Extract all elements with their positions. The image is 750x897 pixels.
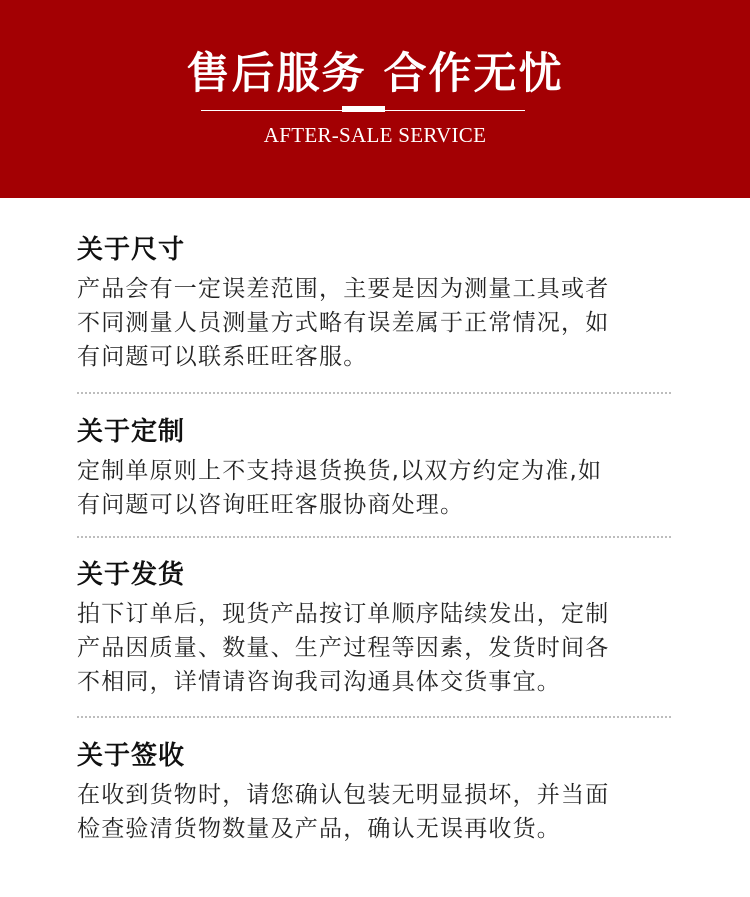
section-size [77,232,677,374]
section-receipt-title: 关于签收 [77,741,186,771]
section-custom-line: 定制单原则上不支持退货换货,以双方约定为准,如 [77,458,603,484]
section-receipt [77,738,677,846]
section-size-title: 关于尺寸 [77,235,186,265]
section-shipping-line: 产品因质量、数量、生产过程等因素，发货时间各 [77,635,610,661]
banner-title: 售后服务 合作无忧 [186,49,564,99]
section-divider [77,536,671,538]
banner-divider-accent [342,106,385,112]
section-size-line: 有问题可以联系旺旺客服。 [77,344,368,370]
section-size-body [77,272,677,374]
section-custom-body [77,454,677,522]
section-custom [77,414,677,522]
section-size-line: 不同测量人员测量方式略有误差属于正常情况，如 [77,310,610,336]
section-receipt-line: 在收到货物时，请您确认包装无明显损坏，并当面 [77,782,610,808]
section-shipping-title: 关于发货 [77,560,186,590]
section-divider [77,392,671,394]
header-banner [0,0,750,198]
section-receipt-line: 检查验清货物数量及产品，确认无误再收货。 [77,816,561,842]
section-divider [77,716,671,718]
banner-subtitle: AFTER-SALE SERVICE [263,123,487,147]
section-shipping [77,557,677,699]
section-custom-line: 有问题可以咨询旺旺客服协商处理。 [77,492,465,518]
section-shipping-line: 拍下订单后，现货产品按订单顺序陆续发出，定制 [77,601,610,627]
section-shipping-line: 不相同，详情请咨询我司沟通具体交货事宜。 [77,669,561,695]
section-custom-title: 关于定制 [77,417,186,447]
section-size-line: 产品会有一定误差范围，主要是因为测量工具或者 [77,276,610,302]
section-shipping-body [77,597,677,699]
section-receipt-body [77,778,677,846]
